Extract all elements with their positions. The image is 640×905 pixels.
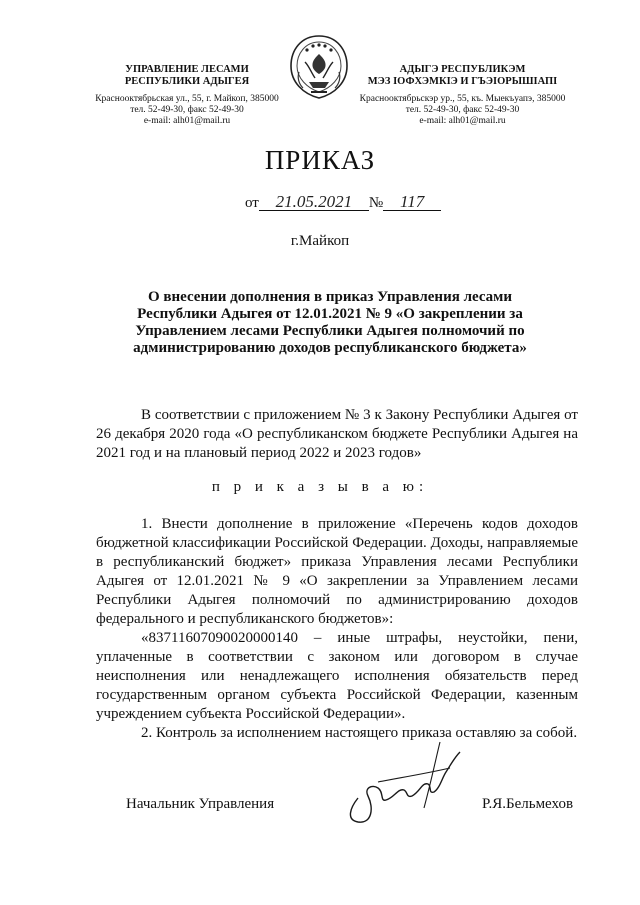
preamble	[96, 406, 578, 463]
number-prefix: №	[368, 195, 384, 211]
order-number: 117	[383, 194, 441, 211]
org-phone-adyghe: тел. 52-49-30, факс 52-49-30	[405, 105, 520, 115]
org-email: e-mail: alh01@mail.ru	[143, 116, 231, 126]
item-2: 2. Контроль за исполнением настоящего приказа оставляю за собой.	[141, 725, 578, 741]
city: г.Майкоп	[290, 233, 350, 249]
org-address-adyghe: Краснооктябрьскэр ур., 55, къ. Мыекъуапэ, 385000	[359, 94, 566, 104]
signer-position: Начальник Управления	[126, 796, 275, 812]
item-1: 1. Внести дополнение в приложение «Перечень кодов доходов бюджетной классификации Российской Федерации. Доходы, направляемые в республиканский бюджет» приказа Управления лесами Республики Адыгея от 12.01.2021 № 9 «О закреплении за Управлением лесами Республики Адыгея полномочий по администрированию доходов федерального и республиканского бюджетов»:	[96, 516, 578, 627]
header-right	[355, 64, 570, 127]
item-1-code: «83711607090020000140 – иные штрафы, неустойки, пени, уплаченные в соответствии с законом или договором в случае неисполнения или ненадлежащего исполнения обязательств перед государственным органом субъекта Российской Федерации, казенным учреждением субъекта Российской Федерации».	[96, 630, 578, 722]
date-prefix: от	[245, 195, 259, 211]
org-name-line2-adyghe: МЭЗ ІОФХЭМКІЭ И ГЪЭІОРЫШІАПІ	[367, 76, 558, 87]
handwritten-signature	[328, 738, 478, 828]
org-name-line2: РЕСПУБЛИКИ АДЫГЕЯ	[124, 76, 250, 87]
org-name-line1: УПРАВЛЕНИЕ ЛЕСАМИ	[125, 64, 249, 75]
org-name-line1-adyghe: АДЫГЭ РЕСПУБЛИКЭМ	[399, 64, 526, 75]
preamble-text: В соответствии с приложением № 3 к Закону Республики Адыгея от 26 декабря 2020 года «О республиканском бюджете Республики Адыгея на 2021 год и на плановый период 2022 и 2023 годов»	[96, 407, 578, 461]
org-email-adyghe: e-mail: alh01@mail.ru	[419, 116, 506, 126]
order-subject: О внесении дополнения в приказ Управления лесами Республики Адыгея от 12.01.2021 № 9 «О закреплении за Управлением лесами Республики Адыгея полномочий по администрированию доходов республиканского бюджета»	[133, 289, 527, 356]
org-phone: тел. 52-49-30, факс 52-49-30	[130, 105, 244, 115]
header-left	[92, 64, 282, 127]
org-address: Краснооктябрьская ул., 55, г. Майкоп, 385000	[95, 94, 279, 104]
order-date: 21.05.2021	[259, 194, 369, 211]
document-title: ПРИКАЗ	[264, 145, 376, 175]
signer-name: Р.Я.Бельмехов	[482, 796, 574, 812]
order-word: п р и к а з ы в а ю:	[211, 479, 429, 495]
order-items	[96, 515, 578, 743]
order-date-number-row	[245, 194, 441, 212]
coat-of-arms-emblem	[283, 32, 355, 102]
